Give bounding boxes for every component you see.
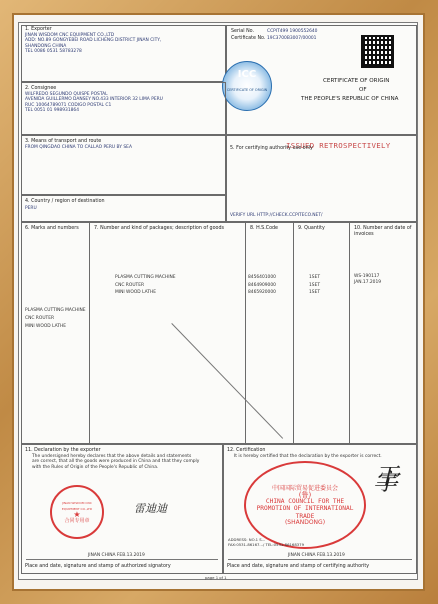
stamp-star-icon: ★ [73, 510, 81, 519]
exporter-footer: Place and date, signature and stamp of authorized signatory [25, 564, 171, 569]
serial-label: Serial No. [231, 29, 255, 34]
declaration-line: are correct, that all the goods were produced in China and that they comply [32, 459, 200, 465]
certifier-tel: FAX:0531-86167.../ TEL:0531-86168379 [228, 542, 305, 547]
logo-text: ICC [237, 69, 257, 80]
declaration-line: with the Rules of Origin of the People's Republic of China. [32, 464, 159, 470]
goods-desc: PLASMA CUTTING MACHINE [115, 275, 176, 280]
authority-box [226, 135, 417, 222]
certificate-document [18, 22, 418, 580]
exporter-place-date: JINAN CHINA FEB.13.2019 [88, 553, 145, 558]
title-line1: CERTIFICATE OF ORIGIN [323, 78, 390, 84]
goods-desc: CNC ROUTER [115, 282, 145, 288]
consignee-line: AVENIDA GUILLERMO DANSEY NO.433 INTERIOR 32 LIMA PERU [25, 97, 163, 103]
exporter-stamp-inner: 合同专用章 [64, 518, 90, 524]
goods-hs: 8456401000 [248, 275, 276, 280]
verify-url: VERIFY URL HTTP://CHECK.CCPITECO.NET/ [230, 213, 323, 218]
hscode-column [246, 223, 294, 445]
authority-label: 5. For certifying authority use only [230, 146, 313, 151]
consignee-line: WILFREDO SEGUNDO QUISPE POSTAL [25, 92, 108, 97]
col-marks-header: 6. Marks and numbers [25, 226, 79, 231]
goods-hs: 8464909000 [248, 282, 276, 288]
logo-subtext: CERTIFICATE OF ORIGIN [226, 88, 268, 92]
col-invoice-header [354, 226, 414, 237]
invoice-date: JAN.17.2019 [354, 280, 382, 285]
consignee-label: 2. Consignee [25, 86, 57, 91]
declaration-label: 11. Declaration by the exporter [25, 448, 101, 453]
serial-value: CCPIT499 1900552640 [267, 29, 318, 34]
goods-hscodes [248, 274, 276, 297]
exporter-declaration-box [21, 444, 223, 574]
exporter-label: 1. Exporter [25, 27, 52, 32]
certifier-footer: Place and date, signature and stamp of certifying authority [227, 564, 370, 569]
certifier-signature-line [228, 559, 412, 560]
qr-code-icon [361, 35, 394, 68]
goods-qty: 1SET [309, 275, 321, 280]
exporter-box [21, 25, 226, 82]
exporter-line: ADD: NO.89 GONGYEBEI ROAD LICHENG DISTRICT JINAN CITY, [25, 38, 162, 44]
description-column [90, 223, 246, 445]
certifier-place-date: JINAN CHINA FEB.13.2019 [288, 553, 345, 558]
consignee-line: TEL 0051 01 998931864 [25, 108, 79, 114]
col-desc-header: 7. Number and kind of packages; description of goods [94, 226, 225, 231]
ccpit-stamp-sd: (SHANDONG) [284, 518, 326, 526]
certifier-signature: 王宇 [374, 463, 398, 497]
ccpit-stamp-mark: (鲁) [298, 490, 312, 499]
declaration-line: The undersigned hereby declares that the above details and statements [32, 454, 192, 459]
title-line2: OF [359, 87, 367, 93]
exporter-line: JINAN WISDOM CNC EQUIPMENT CO.,LTD [25, 33, 115, 38]
destination-label: 4. Country / region of destination [25, 199, 105, 204]
declaration-text [32, 454, 199, 470]
certification-box [223, 444, 417, 574]
certification-line: It is hereby certified that the declaration by the exporter is correct. [234, 454, 382, 459]
invoice-number: WS-190117 [354, 274, 380, 279]
exporter-details [25, 33, 161, 55]
issued-retrospectively-stamp: ISSUED RETROSPECTIVELY [286, 141, 391, 150]
certification-label: 12. Certification [227, 448, 266, 453]
cert-no-value: 19C3700B3007/00001 [267, 36, 317, 41]
goods-desc: MINI WOOD LATHE [115, 290, 157, 296]
exporter-signature: 雷迪迪 [134, 502, 167, 515]
transport-value: FROM QINGDAO CHINA TO CALLAO PERU BY SEA [25, 145, 132, 150]
page-indicator: page 1 of 1 [205, 575, 227, 580]
mark-line: CNC ROUTER [25, 315, 55, 321]
goods-qty: 1SET [309, 282, 321, 288]
goods-hs: 8465920000 [248, 290, 276, 296]
certifier-address: ADDRESS: NO.1 S... [228, 537, 266, 542]
invoice-info [354, 274, 381, 286]
mark-line: PLASMA CUTTING MACHINE [25, 308, 86, 313]
goods-qty: 1SET [309, 290, 321, 296]
exporter-stamp [50, 485, 104, 539]
cert-no-label: Certificate No. [231, 36, 266, 41]
shipping-marks [25, 307, 86, 330]
destination-value: PERU [25, 206, 37, 211]
transport-label: 3. Means of transport and route [25, 139, 102, 144]
goods-table [21, 222, 417, 444]
consignee-details [25, 92, 163, 114]
exporter-line: TEL 0086 0531 58783278 [25, 49, 82, 55]
title-line3: THE PEOPLE'S REPUBLIC OF CHINA [301, 96, 399, 102]
transport-box [21, 135, 226, 195]
exporter-signature-line [26, 559, 218, 560]
exporter-stamp-text: JINAN WISDOM CNC EQUIPMENT CO.,LTD [61, 501, 93, 511]
consignee-box [21, 82, 226, 135]
ccpit-stamp-en: CHINA COUNCIL FOR THE PROMOTION OF INTERNATIONAL TRADE [256, 498, 354, 520]
consignee-line: RUC 10064789071 CODIGO POSTAL C1 [25, 102, 112, 108]
col-qty-header: 9. Quantity [298, 226, 325, 231]
invoice-header-text: 10. Number and date of invoices [354, 226, 412, 237]
ccpit-stamp-cn: 中国国际贸易促进委员会 [271, 484, 338, 492]
ccpit-stamp [244, 461, 366, 549]
mark-line: MINI WOOD LATHE [25, 323, 67, 329]
quantity-column [294, 223, 350, 445]
ccpit-logo-icon [222, 61, 272, 111]
goods-descriptions [115, 274, 176, 297]
col-hs-header: 8. H.S.Code [250, 226, 278, 231]
destination-box [21, 195, 226, 222]
exporter-line: SHANDONG CHINA [25, 43, 67, 49]
goods-quantities [309, 274, 320, 297]
marks-column [22, 223, 90, 445]
